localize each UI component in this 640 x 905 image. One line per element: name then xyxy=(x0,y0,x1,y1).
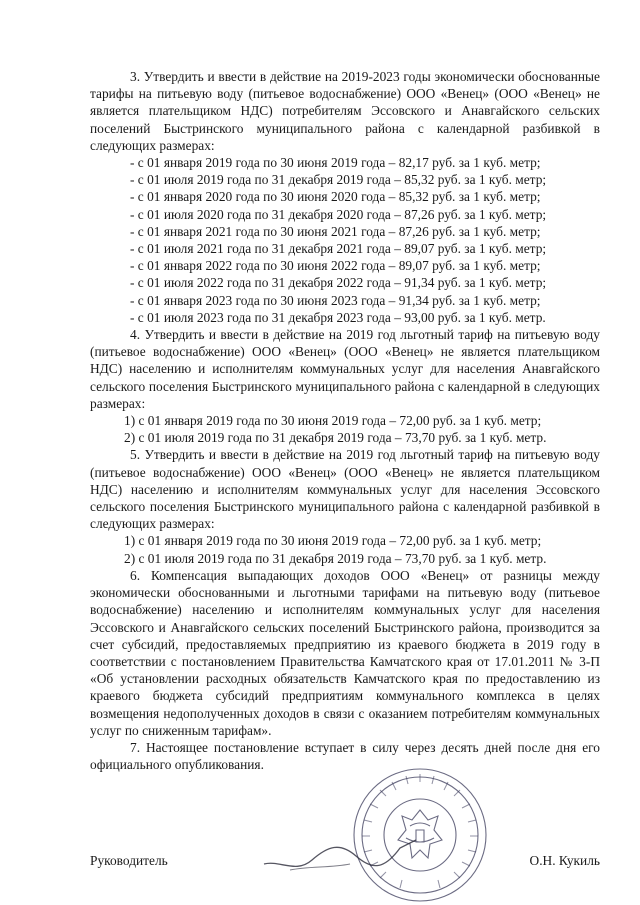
list-item: - с 01 июля 2023 года по 31 декабря 2023 года – 93,00 руб. за 1 куб. метр. xyxy=(130,309,546,325)
paragraph-item-4: 4. Утвердить и ввести в действие на 2019 год льготный тариф на питьевую воду (питьевое водоснабжение) ООО «Венец» (ООО «Венец» не является плательщиком НДС) населению и исполнителям коммунальных услуг для населения Анавгайского сельского поселения Быстринского муниципального района с календарной в следующих размерах: xyxy=(90,327,600,411)
tariff-list-item-3 xyxy=(90,154,600,326)
list-item: - с 01 января 2019 года по 30 июня 2019 года – 82,17 руб. за 1 куб. метр; xyxy=(130,155,541,171)
list-item: 1) с 01 января 2019 года по 30 июня 2019 года – 72,00 руб. за 1 куб. метр; xyxy=(124,533,542,549)
document-body xyxy=(90,68,600,773)
signatory-name: О.Н. Кукиль xyxy=(529,853,600,868)
handwritten-signature-icon xyxy=(260,830,420,880)
list-item: 1) с 01 января 2019 года по 30 июня 2019 года – 72,00 руб. за 1 куб. метр; xyxy=(124,413,542,429)
paragraph-item-6: 6. Компенсация выпадающих доходов ООО «Венец» от разницы между экономически обоснованными и льготными тарифами на питьевую воду (питьевое водоснабжение) населению и исполнителям коммунальных услуг для населения Эссовского и Анавгайского сельских поселений Быстринского района, производится за счет субсидий, предоставляемых предприятию из краевого бюджета в 2019 году в соответствии с постановлением Правительства Камчатского края от 17.01.2011 № 3-П «Об установлении расходных обязательств Камчатского края по предоставлению из краевого бюджета субсидий предприятиям коммунального комплекса в целях возмещения недополученных доходов в связи с оказанием потребителям коммунальных услуг по сниженным тарифам». xyxy=(90,567,600,738)
list-item: - с 01 июля 2019 года по 31 декабря 2019 года – 85,32 руб. за 1 куб. метр; xyxy=(130,172,547,188)
list-item: 2) с 01 июля 2019 года по 31 декабря 2019 года – 73,70 руб. за 1 куб. метр. xyxy=(124,430,547,446)
signatory-title: Руководитель xyxy=(90,853,168,868)
paragraph-item-7: 7. Настоящее постановление вступает в силу через десять дней после дня его официального опубликования. xyxy=(90,739,600,773)
list-item: - с 01 января 2021 года по 30 июня 2021 года – 87,26 руб. за 1 куб. метр; xyxy=(130,223,541,239)
list-item: - с 01 июля 2021 года по 31 декабря 2021 года – 89,07 руб. за 1 куб. метр; xyxy=(130,241,547,257)
list-item: - с 01 января 2020 года по 30 июня 2020 года – 85,32 руб. за 1 куб. метр; xyxy=(130,189,541,205)
list-item: - с 01 июля 2020 года по 31 декабря 2020 года – 87,26 руб. за 1 куб. метр; xyxy=(130,206,547,222)
list-item: - с 01 января 2022 года по 30 июня 2022 года – 89,07 руб. за 1 куб. метр; xyxy=(130,258,541,274)
list-item: - с 01 января 2023 года по 30 июня 2023 года – 91,34 руб. за 1 куб. метр; xyxy=(130,292,541,308)
paragraph-item-3: 3. Утвердить и ввести в действие на 2019-2023 годы экономически обоснованные тарифы на питьевую воду (питьевое водоснабжение) ООО «Венец» (ООО «Венец» не является плательщиком НДС) потребителям Эссовского и Анавгайского сельских поселений Быстринского муниципального района с календарной разбивкой в следующих размерах: xyxy=(90,69,600,153)
paragraph-item-5: 5. Утвердить и ввести в действие на 2019 год льготный тариф на питьевую воду (питьевое водоснабжение) ООО «Венец» (ООО «Венец» не является плательщиком НДС) населению и исполнителям коммунальных услуг для населения Эссовского сельского поселения Быстринского муниципального района с календарной разбивкой в следующих размерах: xyxy=(90,447,600,532)
tariff-list-item-4 xyxy=(90,412,600,446)
list-item: - с 01 июля 2022 года по 31 декабря 2022 года – 91,34 руб. за 1 куб. метр; xyxy=(130,275,547,291)
tariff-list-item-5 xyxy=(90,532,600,566)
list-item: 2) с 01 июля 2019 года по 31 декабря 2019 года – 73,70 руб. за 1 куб. метр. xyxy=(124,550,547,566)
